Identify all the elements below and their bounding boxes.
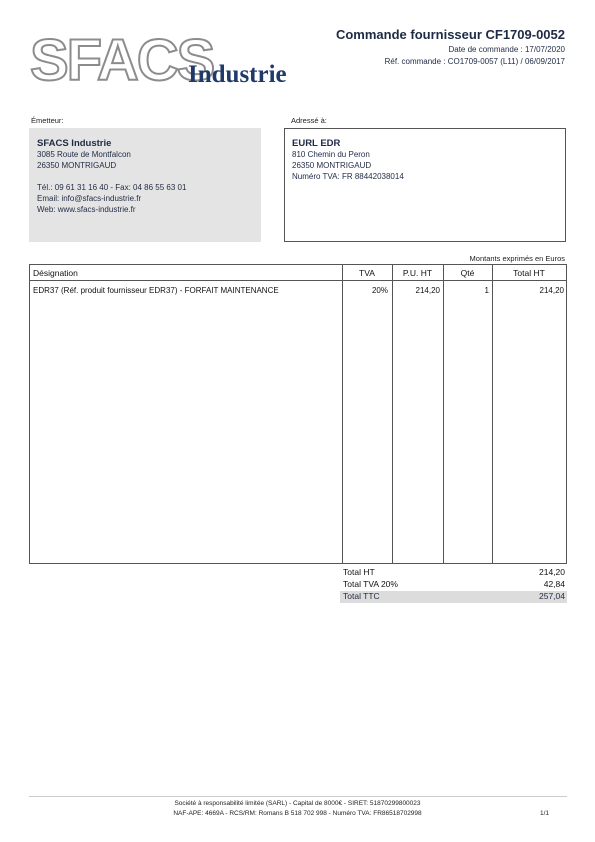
sender-address-line2: 26350 MONTRIGAUD (37, 161, 117, 170)
total-tva-value: 42,84 (543, 579, 565, 589)
recipient-address-line2: 26350 MONTRIGAUD (292, 161, 372, 170)
items-table (29, 264, 567, 564)
recipient-label: Adressé à: (291, 116, 327, 125)
sender-email: Email: info@sfacs-industrie.fr (37, 194, 142, 203)
header-total-ht: Total HT (513, 268, 545, 278)
sender-details (37, 138, 186, 215)
header-unit-price: P.U. HT (402, 268, 433, 278)
header-tva: TVA (359, 268, 375, 278)
sender-label: Émetteur: (31, 116, 64, 125)
total-tva-label: Total TVA 20% (343, 579, 398, 589)
recipient-name: EURL EDR (292, 138, 341, 149)
column-divider (392, 265, 393, 563)
sender-phone: Tél.: 09 61 31 16 40 - Fax: 04 86 55 63 01 (37, 183, 187, 192)
sender-name: SFACS Industrie (37, 138, 112, 149)
column-divider (492, 265, 493, 563)
total-ht-row (340, 567, 567, 579)
total-ht-value: 214,20 (539, 567, 565, 577)
row-tva: 20% (371, 286, 388, 295)
footer-legal-line1: Société à responsabilité limitée (SARL) - Capital de 8000€ - SIRET: 51870299800023 (174, 800, 421, 807)
footer-divider (29, 796, 567, 797)
header-quantity: Qté (460, 268, 475, 278)
document-title: Commande fournisseur CF1709-0052 (335, 27, 565, 42)
table-header-divider (30, 280, 566, 281)
row-quantity: 1 (484, 286, 489, 295)
company-logo (30, 30, 315, 90)
order-reference: Réf. commande : CO1709-0057 (L11) / 06/09/2017 (384, 57, 565, 66)
recipient-details (292, 138, 404, 182)
row-total-ht: 214,20 (539, 286, 564, 295)
sender-website: Web: www.sfacs-industrie.fr (37, 205, 136, 214)
total-ht-label: Total HT (343, 567, 375, 577)
recipient-vat-number: Numéro TVA: FR 88442038014 (292, 172, 404, 181)
order-date: Date de commande : 17/07/2020 (448, 45, 565, 54)
header-designation: Désignation (33, 268, 78, 278)
total-tva-row (340, 579, 567, 591)
recipient-address-line1: 810 Chemin du Peron (292, 150, 370, 159)
logo-main-text: SFACS (30, 30, 214, 90)
total-ttc-value: 257,04 (539, 591, 565, 601)
logo-graphic (30, 30, 315, 90)
page-number: 1/1 (539, 810, 549, 817)
currency-note: Montants exprimés en Euros (469, 254, 565, 263)
sender-address-line1: 3085 Route de Montfalcon (37, 150, 131, 159)
total-ttc-row (340, 591, 567, 603)
logo-sub-text: Industrie (188, 61, 287, 88)
total-ttc-label: Total TTC (343, 591, 380, 601)
row-unit-price: 214,20 (415, 286, 440, 295)
footer-legal-line2: NAF-APE: 4669A - RCS/RM: Romans B 518 702 998 - Numéro TVA: FR86518702998 (173, 810, 422, 817)
column-divider (443, 265, 444, 563)
totals-block (340, 567, 567, 603)
column-divider (342, 265, 343, 563)
row-designation: EDR37 (Réf. produit fournisseur EDR37) - FORFAIT MAINTENANCE (33, 286, 279, 295)
spacer (37, 171, 186, 182)
